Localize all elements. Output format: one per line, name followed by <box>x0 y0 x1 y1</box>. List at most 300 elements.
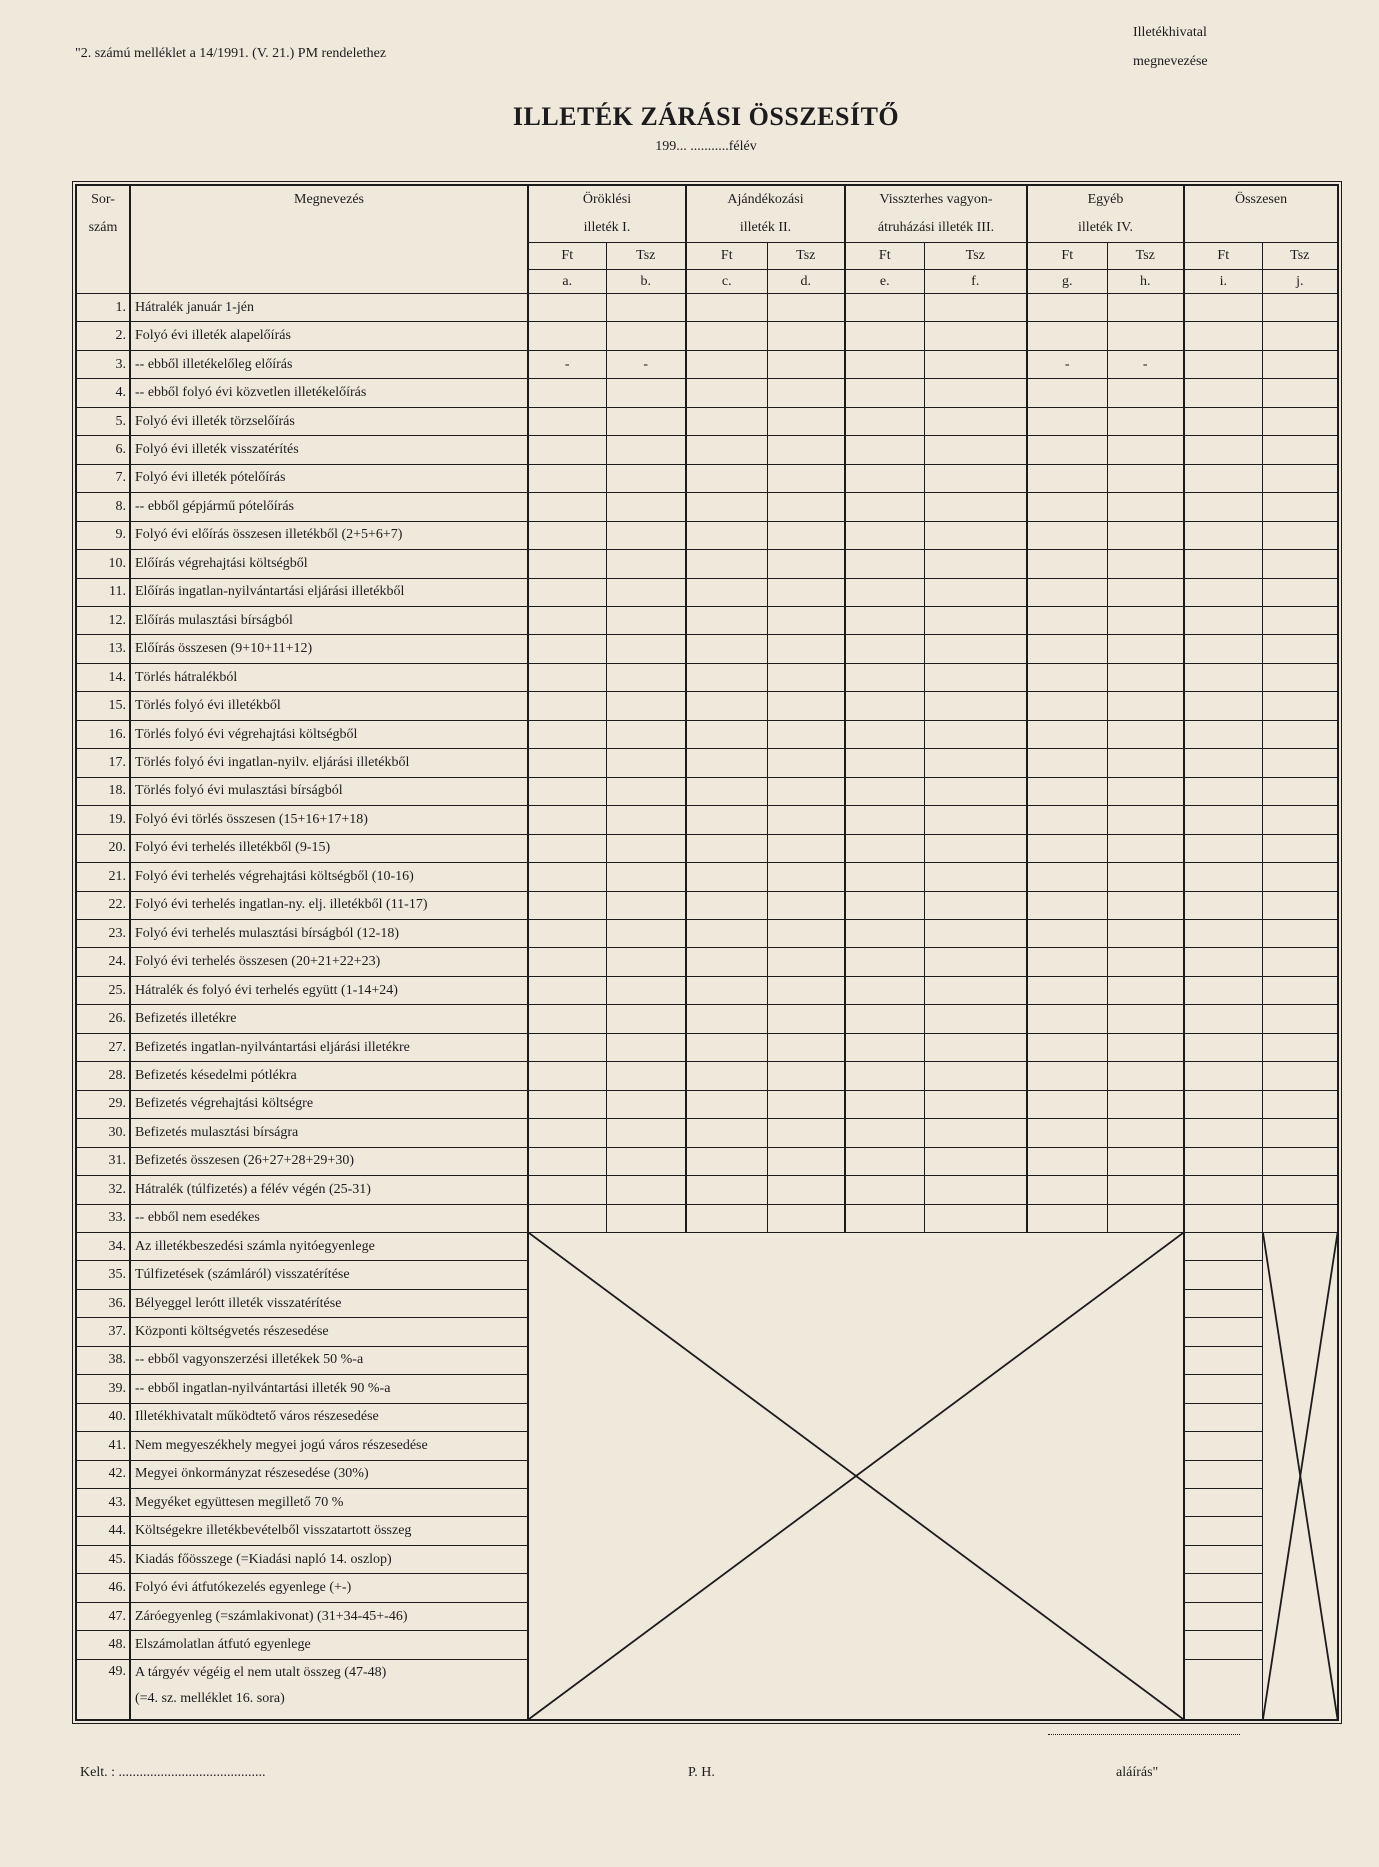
value-cell[interactable] <box>606 521 686 549</box>
value-cell[interactable] <box>845 635 924 663</box>
value-cell[interactable] <box>686 1033 767 1061</box>
value-cell[interactable] <box>767 578 845 606</box>
value-cell[interactable] <box>1107 806 1184 834</box>
value-cell[interactable] <box>1107 294 1184 322</box>
value-cell[interactable] <box>686 834 767 862</box>
value-cell[interactable] <box>924 493 1027 521</box>
value-cell[interactable] <box>1184 948 1262 976</box>
value-cell[interactable] <box>924 1062 1027 1090</box>
value-cell[interactable] <box>1262 606 1338 634</box>
value-cell[interactable] <box>1262 1147 1338 1175</box>
value-cell[interactable] <box>924 720 1027 748</box>
value-cell[interactable] <box>686 578 767 606</box>
value-cell[interactable] <box>606 294 686 322</box>
value-cell[interactable] <box>686 294 767 322</box>
value-cell[interactable] <box>845 919 924 947</box>
value-cell[interactable] <box>528 493 606 521</box>
value-cell[interactable] <box>1184 379 1262 407</box>
value-cell[interactable] <box>528 578 606 606</box>
value-cell[interactable] <box>686 1176 767 1204</box>
value-cell[interactable] <box>528 1176 606 1204</box>
value-cell[interactable] <box>606 692 686 720</box>
value-cell[interactable] <box>845 1062 924 1090</box>
value-cell[interactable] <box>686 976 767 1004</box>
value-cell[interactable] <box>606 1176 686 1204</box>
value-cell[interactable] <box>845 863 924 891</box>
value-cell[interactable] <box>686 635 767 663</box>
value-cell[interactable] <box>845 806 924 834</box>
value-cell[interactable] <box>1262 350 1338 378</box>
value-cell[interactable] <box>1262 322 1338 350</box>
value-cell[interactable] <box>1107 1119 1184 1147</box>
value-cell[interactable] <box>1262 919 1338 947</box>
value-cell[interactable] <box>1027 521 1107 549</box>
value-cell[interactable] <box>1027 635 1107 663</box>
value-cell[interactable] <box>528 1147 606 1175</box>
value-cell[interactable] <box>924 806 1027 834</box>
value-cell[interactable] <box>1184 1062 1262 1090</box>
value-cell[interactable] <box>1262 464 1338 492</box>
value-cell[interactable] <box>845 1005 924 1033</box>
value-cell[interactable] <box>767 550 845 578</box>
value-cell[interactable] <box>924 635 1027 663</box>
value-cell[interactable] <box>606 436 686 464</box>
value-cell[interactable] <box>767 322 845 350</box>
value-cell[interactable] <box>606 749 686 777</box>
value-cell[interactable] <box>686 1204 767 1232</box>
value-cell[interactable] <box>1184 606 1262 634</box>
total-ft-cell[interactable] <box>1184 1574 1262 1602</box>
value-cell[interactable] <box>686 464 767 492</box>
value-cell[interactable] <box>528 1062 606 1090</box>
value-cell[interactable] <box>845 1204 924 1232</box>
value-cell[interactable] <box>606 863 686 891</box>
value-cell[interactable] <box>767 834 845 862</box>
value-cell[interactable] <box>606 919 686 947</box>
value-cell[interactable] <box>1107 493 1184 521</box>
total-ft-cell[interactable] <box>1184 1261 1262 1289</box>
value-cell[interactable] <box>924 379 1027 407</box>
value-cell[interactable] <box>1184 777 1262 805</box>
value-cell[interactable] <box>1262 1090 1338 1118</box>
value-cell[interactable] <box>1027 948 1107 976</box>
value-cell[interactable] <box>924 1005 1027 1033</box>
value-cell[interactable] <box>1184 1033 1262 1061</box>
value-cell[interactable] <box>767 891 845 919</box>
value-cell[interactable] <box>1027 407 1107 435</box>
value-cell[interactable] <box>528 436 606 464</box>
value-cell[interactable] <box>528 1005 606 1033</box>
value-cell[interactable] <box>606 1119 686 1147</box>
value-cell[interactable] <box>1027 1204 1107 1232</box>
value-cell[interactable] <box>845 1033 924 1061</box>
value-cell[interactable] <box>1184 692 1262 720</box>
total-ft-cell[interactable] <box>1184 1545 1262 1573</box>
value-cell[interactable] <box>924 948 1027 976</box>
value-cell[interactable] <box>1184 521 1262 549</box>
total-ft-cell[interactable] <box>1184 1631 1262 1659</box>
value-cell[interactable] <box>686 350 767 378</box>
value-cell[interactable] <box>528 976 606 1004</box>
value-cell[interactable] <box>1107 436 1184 464</box>
value-cell[interactable] <box>845 692 924 720</box>
value-cell[interactable] <box>1027 891 1107 919</box>
value-cell[interactable] <box>1184 464 1262 492</box>
value-cell[interactable] <box>924 436 1027 464</box>
value-cell[interactable] <box>1184 663 1262 691</box>
value-cell[interactable] <box>528 720 606 748</box>
value-cell[interactable] <box>1027 606 1107 634</box>
value-cell[interactable] <box>606 493 686 521</box>
value-cell[interactable] <box>686 322 767 350</box>
value-cell[interactable] <box>845 1119 924 1147</box>
value-cell[interactable] <box>1184 834 1262 862</box>
value-cell[interactable] <box>1107 1062 1184 1090</box>
value-cell[interactable] <box>686 1147 767 1175</box>
value-cell[interactable] <box>1027 720 1107 748</box>
value-cell[interactable] <box>1184 1204 1262 1232</box>
value-cell[interactable] <box>1107 891 1184 919</box>
value-cell[interactable] <box>1262 521 1338 549</box>
value-cell[interactable] <box>1184 891 1262 919</box>
value-cell[interactable] <box>686 1119 767 1147</box>
value-cell[interactable] <box>528 379 606 407</box>
value-cell[interactable] <box>924 322 1027 350</box>
value-cell[interactable] <box>1107 606 1184 634</box>
value-cell[interactable] <box>924 1119 1027 1147</box>
value-cell[interactable] <box>1184 863 1262 891</box>
value-cell[interactable] <box>1027 663 1107 691</box>
value-cell[interactable] <box>1107 777 1184 805</box>
value-cell[interactable] <box>1262 550 1338 578</box>
value-cell[interactable] <box>1027 294 1107 322</box>
value-cell[interactable] <box>606 720 686 748</box>
value-cell[interactable] <box>528 464 606 492</box>
value-cell[interactable] <box>686 1062 767 1090</box>
value-cell[interactable] <box>1107 550 1184 578</box>
value-cell[interactable] <box>1262 635 1338 663</box>
value-cell[interactable] <box>528 692 606 720</box>
value-cell[interactable] <box>686 436 767 464</box>
total-ft-cell[interactable] <box>1184 1318 1262 1346</box>
value-cell[interactable] <box>924 891 1027 919</box>
value-cell[interactable] <box>686 663 767 691</box>
value-cell[interactable] <box>1262 720 1338 748</box>
value-cell[interactable] <box>1027 834 1107 862</box>
value-cell[interactable] <box>924 521 1027 549</box>
value-cell[interactable] <box>1262 1062 1338 1090</box>
value-cell[interactable] <box>1184 806 1262 834</box>
value-cell[interactable] <box>924 550 1027 578</box>
value-cell[interactable] <box>845 407 924 435</box>
value-cell[interactable] <box>1027 1062 1107 1090</box>
value-cell[interactable] <box>686 606 767 634</box>
value-cell[interactable] <box>767 863 845 891</box>
value-cell[interactable] <box>1107 1204 1184 1232</box>
value-cell[interactable] <box>1107 749 1184 777</box>
value-cell[interactable] <box>767 1204 845 1232</box>
value-cell[interactable] <box>1262 1033 1338 1061</box>
value-cell[interactable] <box>606 322 686 350</box>
value-cell[interactable] <box>924 919 1027 947</box>
value-cell[interactable] <box>1184 578 1262 606</box>
value-cell[interactable] <box>606 635 686 663</box>
value-cell[interactable] <box>845 350 924 378</box>
value-cell[interactable] <box>1262 891 1338 919</box>
value-cell[interactable] <box>924 294 1027 322</box>
value-cell[interactable] <box>686 806 767 834</box>
value-cell[interactable] <box>1107 464 1184 492</box>
value-cell[interactable] <box>845 436 924 464</box>
value-cell[interactable] <box>924 692 1027 720</box>
value-cell[interactable] <box>1107 834 1184 862</box>
value-cell[interactable] <box>767 379 845 407</box>
value-cell[interactable] <box>1107 1176 1184 1204</box>
value-cell[interactable] <box>767 635 845 663</box>
value-cell[interactable] <box>528 834 606 862</box>
value-cell[interactable] <box>1262 806 1338 834</box>
value-cell[interactable] <box>1184 720 1262 748</box>
value-cell[interactable] <box>767 464 845 492</box>
value-cell[interactable] <box>845 1090 924 1118</box>
value-cell[interactable] <box>845 464 924 492</box>
value-cell[interactable] <box>924 606 1027 634</box>
value-cell[interactable] <box>1027 976 1107 1004</box>
value-cell[interactable] <box>1027 1005 1107 1033</box>
value-cell[interactable] <box>924 1090 1027 1118</box>
value-cell[interactable] <box>1107 976 1184 1004</box>
value-cell[interactable] <box>1027 550 1107 578</box>
value-cell[interactable] <box>924 976 1027 1004</box>
value-cell[interactable] <box>767 749 845 777</box>
value-cell[interactable] <box>606 1033 686 1061</box>
total-ft-cell[interactable] <box>1184 1375 1262 1403</box>
total-ft-cell[interactable] <box>1184 1659 1262 1720</box>
value-cell[interactable] <box>606 550 686 578</box>
value-cell[interactable] <box>1027 692 1107 720</box>
value-cell[interactable] <box>1262 834 1338 862</box>
value-cell[interactable] <box>1184 919 1262 947</box>
value-cell[interactable] <box>606 891 686 919</box>
value-cell[interactable] <box>606 1147 686 1175</box>
value-cell[interactable] <box>1107 1033 1184 1061</box>
value-cell[interactable] <box>686 777 767 805</box>
value-cell[interactable] <box>1027 806 1107 834</box>
value-cell[interactable] <box>606 976 686 1004</box>
value-cell[interactable] <box>924 777 1027 805</box>
value-cell[interactable] <box>1107 379 1184 407</box>
value-cell[interactable] <box>845 976 924 1004</box>
value-cell[interactable] <box>767 919 845 947</box>
total-ft-cell[interactable] <box>1184 1432 1262 1460</box>
value-cell[interactable] <box>1184 1147 1262 1175</box>
total-ft-cell[interactable] <box>1184 1403 1262 1431</box>
value-cell[interactable] <box>767 606 845 634</box>
value-cell[interactable] <box>845 606 924 634</box>
value-cell[interactable] <box>528 1119 606 1147</box>
value-cell[interactable] <box>528 550 606 578</box>
value-cell[interactable] <box>767 1147 845 1175</box>
value-cell[interactable] <box>1184 1090 1262 1118</box>
value-cell[interactable] <box>1184 350 1262 378</box>
value-cell[interactable] <box>924 834 1027 862</box>
value-cell[interactable] <box>1027 777 1107 805</box>
value-cell[interactable] <box>1107 919 1184 947</box>
value-cell[interactable] <box>767 806 845 834</box>
value-cell[interactable] <box>1107 720 1184 748</box>
value-cell[interactable] <box>1107 948 1184 976</box>
value-cell[interactable] <box>1262 493 1338 521</box>
value-cell[interactable] <box>606 777 686 805</box>
value-cell[interactable] <box>1262 749 1338 777</box>
total-ft-cell[interactable] <box>1184 1602 1262 1630</box>
value-cell[interactable] <box>1184 294 1262 322</box>
total-ft-cell[interactable] <box>1184 1346 1262 1374</box>
value-cell[interactable] <box>528 606 606 634</box>
value-cell[interactable] <box>1107 1147 1184 1175</box>
value-cell[interactable] <box>1027 322 1107 350</box>
value-cell[interactable] <box>1107 407 1184 435</box>
value-cell[interactable] <box>1027 493 1107 521</box>
value-cell[interactable] <box>528 863 606 891</box>
value-cell[interactable] <box>767 692 845 720</box>
value-cell[interactable] <box>1262 407 1338 435</box>
value-cell[interactable] <box>767 1062 845 1090</box>
value-cell[interactable] <box>1262 948 1338 976</box>
value-cell[interactable] <box>606 578 686 606</box>
value-cell[interactable] <box>767 436 845 464</box>
value-cell[interactable] <box>686 692 767 720</box>
value-cell[interactable] <box>845 663 924 691</box>
value-cell[interactable] <box>1262 1204 1338 1232</box>
value-cell[interactable] <box>767 1005 845 1033</box>
value-cell[interactable] <box>767 1033 845 1061</box>
value-cell[interactable] <box>606 606 686 634</box>
value-cell[interactable] <box>924 464 1027 492</box>
value-cell[interactable] <box>845 379 924 407</box>
value-cell[interactable] <box>767 493 845 521</box>
value-cell[interactable] <box>767 1176 845 1204</box>
value-cell[interactable] <box>767 720 845 748</box>
value-cell[interactable] <box>1107 322 1184 350</box>
value-cell[interactable] <box>1027 1119 1107 1147</box>
value-cell[interactable] <box>845 1147 924 1175</box>
value-cell[interactable] <box>1107 635 1184 663</box>
value-cell[interactable] <box>686 379 767 407</box>
value-cell[interactable] <box>606 407 686 435</box>
value-cell[interactable] <box>1262 379 1338 407</box>
value-cell[interactable] <box>1027 436 1107 464</box>
value-cell[interactable] <box>1262 976 1338 1004</box>
value-cell[interactable] <box>845 578 924 606</box>
value-cell[interactable] <box>1027 1033 1107 1061</box>
total-ft-cell[interactable] <box>1184 1232 1262 1260</box>
value-cell[interactable] <box>845 294 924 322</box>
value-cell[interactable] <box>767 1119 845 1147</box>
value-cell[interactable] <box>1184 1005 1262 1033</box>
value-cell[interactable] <box>528 891 606 919</box>
value-cell[interactable] <box>1107 863 1184 891</box>
value-cell[interactable] <box>845 1176 924 1204</box>
value-cell[interactable] <box>1107 1005 1184 1033</box>
value-cell[interactable] <box>1184 436 1262 464</box>
value-cell[interactable] <box>1107 578 1184 606</box>
value-cell[interactable] <box>606 1005 686 1033</box>
value-cell[interactable] <box>606 464 686 492</box>
value-cell[interactable] <box>924 350 1027 378</box>
value-cell[interactable] <box>767 777 845 805</box>
value-cell[interactable] <box>845 322 924 350</box>
value-cell[interactable] <box>1107 1090 1184 1118</box>
value-cell[interactable] <box>845 521 924 549</box>
value-cell[interactable] <box>1262 578 1338 606</box>
value-cell[interactable] <box>845 834 924 862</box>
value-cell[interactable] <box>1027 919 1107 947</box>
value-cell[interactable] <box>767 1090 845 1118</box>
value-cell[interactable] <box>528 407 606 435</box>
value-cell[interactable] <box>767 976 845 1004</box>
value-cell[interactable] <box>1184 322 1262 350</box>
value-cell[interactable] <box>767 350 845 378</box>
value-cell[interactable] <box>528 521 606 549</box>
value-cell[interactable] <box>528 294 606 322</box>
value-cell[interactable] <box>924 663 1027 691</box>
value-cell[interactable] <box>1262 1005 1338 1033</box>
value-cell[interactable] <box>1184 1176 1262 1204</box>
value-cell[interactable] <box>845 948 924 976</box>
total-ft-cell[interactable] <box>1184 1289 1262 1317</box>
value-cell[interactable] <box>1262 1119 1338 1147</box>
value-cell[interactable] <box>606 806 686 834</box>
value-cell[interactable] <box>528 1090 606 1118</box>
value-cell[interactable] <box>686 891 767 919</box>
value-cell[interactable] <box>845 749 924 777</box>
value-cell[interactable] <box>686 863 767 891</box>
value-cell[interactable] <box>767 407 845 435</box>
value-cell[interactable] <box>845 891 924 919</box>
value-cell[interactable] <box>686 550 767 578</box>
value-cell[interactable] <box>606 663 686 691</box>
value-cell[interactable] <box>686 1090 767 1118</box>
value-cell[interactable] <box>528 919 606 947</box>
value-cell[interactable] <box>1184 749 1262 777</box>
value-cell[interactable] <box>528 948 606 976</box>
value-cell[interactable] <box>1107 521 1184 549</box>
value-cell[interactable] <box>528 635 606 663</box>
value-cell[interactable] <box>528 749 606 777</box>
total-ft-cell[interactable] <box>1184 1517 1262 1545</box>
value-cell[interactable] <box>924 1204 1027 1232</box>
value-cell[interactable] <box>1184 493 1262 521</box>
value-cell[interactable] <box>1027 863 1107 891</box>
value-cell[interactable] <box>1262 692 1338 720</box>
value-cell[interactable] <box>686 948 767 976</box>
value-cell[interactable] <box>1262 436 1338 464</box>
value-cell[interactable] <box>1262 663 1338 691</box>
value-cell[interactable] <box>686 521 767 549</box>
value-cell[interactable] <box>686 720 767 748</box>
value-cell[interactable] <box>1027 578 1107 606</box>
value-cell[interactable] <box>1262 863 1338 891</box>
total-ft-cell[interactable] <box>1184 1460 1262 1488</box>
value-cell[interactable] <box>606 834 686 862</box>
value-cell[interactable] <box>686 493 767 521</box>
value-cell[interactable] <box>1262 294 1338 322</box>
value-cell[interactable] <box>924 863 1027 891</box>
value-cell[interactable] <box>767 521 845 549</box>
value-cell[interactable] <box>1027 379 1107 407</box>
value-cell[interactable] <box>1262 1176 1338 1204</box>
